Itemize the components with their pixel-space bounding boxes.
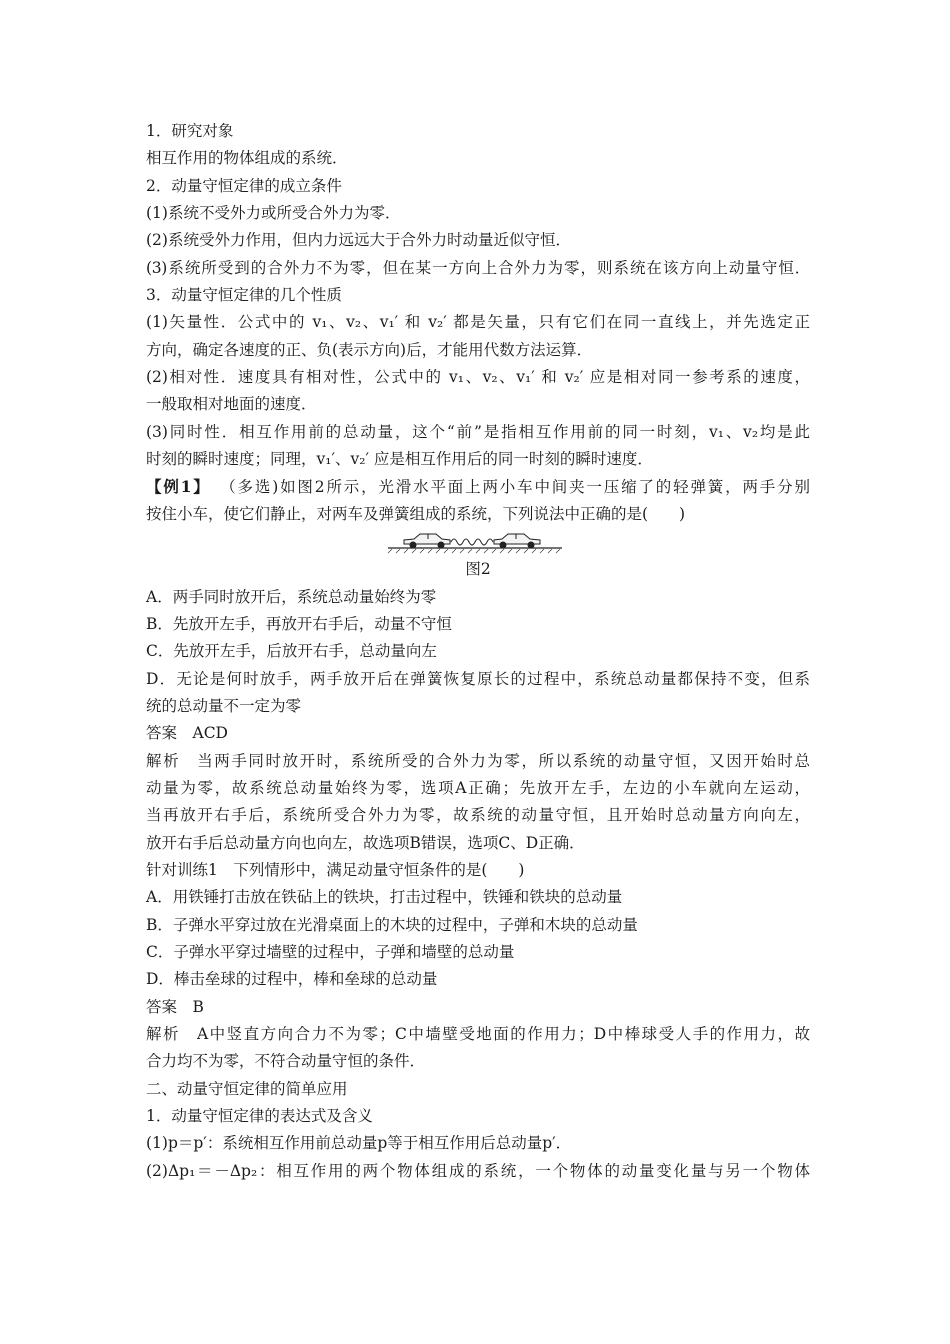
analysis: 当再放开右手后，系统所受合外力为零，故系统的动量守恒，且开始时总动量方向向左， — [146, 806, 810, 825]
analysis: 放开右手后总动量方向也向左，故选项B错误，选项C、D正确． — [146, 833, 585, 852]
right-car — [494, 534, 540, 548]
paragraph: (3)同时性．相互作用前的总动量，这个“前”是指相互作用前的同一时刻，v₁、v₂均是此 — [146, 422, 810, 441]
compressed-spring — [451, 539, 493, 545]
left-car — [404, 534, 450, 548]
example-question-line: 按住小车，使它们静止，对两车及弹簧组成的系统，下列说法中正确的是( ) — [146, 504, 686, 523]
subheading: 1．动量守恒定律的表达式及含义 — [146, 1107, 373, 1126]
analysis: 解析 A中竖直方向合力不为零；C中墙壁受地面的作用力；D中棒球受人手的作用力，故 — [146, 1025, 810, 1043]
paragraph: 一般取相对地面的速度． — [146, 395, 317, 414]
option-c: C．子弹水平穿过墙壁的过程中，子弹和墙壁的总动量 — [146, 942, 515, 961]
option-c: C．先放开左手，后放开右手，总动量向左 — [146, 642, 437, 661]
paragraph: (2)相对性．速度具有相对性，公式中的 v₁、v₂、v₁′ 和 v₂′ 应是相对同一参考系的速度， — [146, 368, 810, 387]
answer: 答案 ACD — [146, 724, 228, 743]
example-text: （多选)如图2所示，光滑水平面上两小车中间夹一压缩了的轻弹簧，两手分别 — [218, 478, 810, 497]
formula-line: (2)Δp₁＝－Δp₂：相互作用的两个物体组成的系统，一个物体的动量变化量与另一个物体 — [146, 1161, 810, 1180]
practice-question: 针对训练1 下列情形中，满足动量守恒条件的是( ) — [146, 860, 525, 879]
two-carts-spring-illustration — [386, 530, 566, 554]
formula-line: (1)p＝p′：系统相互作用前总动量p等于相互作用后总动量p′． — [146, 1134, 572, 1153]
paragraph: (2)系统受外力作用，但内力远远大于合外力时动量近似守恒． — [146, 231, 571, 250]
analysis: 合力均不为零，不符合动量守恒的条件． — [146, 1052, 426, 1071]
figure-two-carts-spring — [146, 528, 810, 556]
paragraph: (3)系统所受到的合外力不为零，但在某一方向上合外力为零，则系统在该方向上动量守恒． — [146, 258, 810, 277]
heading-research-object: 1．研究对象 — [146, 122, 234, 140]
paragraph: (1)矢量性．公式中的 v₁、v₂、v₁′ 和 v₂′ 都是矢量，只有它们在同一直线上，并先选定正 — [146, 313, 810, 332]
example-tag: 【例1】 — [146, 477, 211, 497]
analysis: 动量为零，故系统总动量始终为零，选项A正确；先放开左手，左边的小车就向左运动， — [146, 778, 810, 797]
paragraph: (1)系统不受外力或所受合外力为零． — [146, 204, 401, 223]
option-d: D．无论是何时放手，两手放开后在弹簧恢复原长的过程中，系统总动量都保持不变，但系 — [146, 669, 810, 688]
option-a: A．用铁锤打击放在铁砧上的铁块，打击过程中，铁锤和铁块的总动量 — [146, 888, 623, 907]
paragraph: 时刻的瞬时速度；同理，v₁′、v₂′ 应是相互作用后的同一时刻的瞬时速度． — [146, 450, 653, 469]
heading-conditions: 2．动量守恒定律的成立条件 — [146, 176, 342, 195]
option-b: B．子弹水平穿过放在光滑桌面上的木块的过程中，子弹和木块的总动量 — [146, 915, 638, 934]
heading-properties: 3．动量守恒定律的几个性质 — [146, 286, 342, 305]
section-heading: 二、动量守恒定律的简单应用 — [146, 1079, 348, 1098]
option-a: A．两手同时放开后，系统总动量始终为零 — [146, 587, 437, 606]
example-question-line — [146, 473, 810, 500]
option-b: B．先放开左手，再放开右手后，动量不守恒 — [146, 614, 452, 633]
paragraph: 相互作用的物体组成的系统． — [146, 149, 348, 168]
analysis: 解析 当两手同时放开时，系统所受的合外力为零，所以系统的动量守恒，又因开始时总 — [146, 751, 810, 770]
option-d-cont: 统的总动量不一定为零 — [146, 696, 302, 715]
paragraph: 方向，确定各速度的正、负(表示方向)后，才能用代数方法运算． — [146, 340, 593, 359]
answer: 答案 B — [146, 997, 204, 1016]
figure-caption: 图2 — [465, 560, 491, 579]
document-body — [146, 118, 810, 1185]
option-d: D．棒击垒球的过程中，棒和垒球的总动量 — [146, 970, 438, 989]
